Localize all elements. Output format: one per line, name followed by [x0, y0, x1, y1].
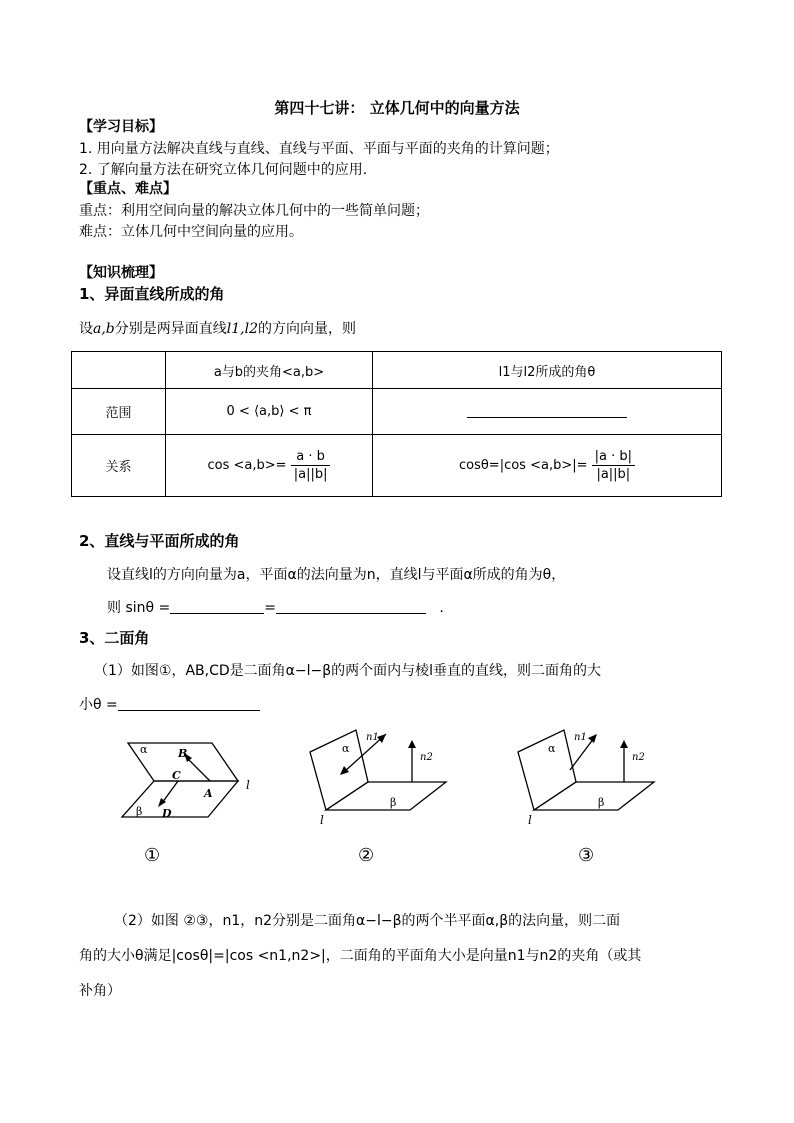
vector-ab: a,b	[93, 321, 115, 337]
arrow-head	[620, 740, 628, 748]
label-b: B	[178, 747, 188, 760]
label-l: l	[320, 813, 324, 827]
goal-item-2: 2. 了解向量方法在研究立体几何问题中的应用.	[79, 162, 368, 178]
figure-1	[110, 735, 260, 830]
section3-p1-cont: 小θ =	[79, 696, 260, 714]
key-difficulty: 难点：立体几何中空间向量的应用。	[79, 224, 303, 240]
sin-blank-2	[276, 599, 426, 614]
plane-alpha	[310, 730, 368, 810]
label-c: C	[172, 769, 181, 782]
table-row-relation: 关系	[72, 435, 166, 497]
label-l: l	[528, 813, 532, 827]
fraction: $\frac{|a \cdot b|}{|a||b|}$	[592, 448, 635, 483]
plane-alpha	[518, 730, 576, 810]
section3-heading: 3、二面角	[79, 629, 150, 647]
figure-2	[302, 712, 452, 827]
label-n1: n1	[366, 732, 379, 743]
table-row-range: 范围	[72, 389, 166, 435]
label-d: D	[162, 807, 172, 820]
label-beta: β	[598, 796, 605, 809]
section1-heading: 1、异面直线所成的角	[79, 285, 225, 303]
vector-cd-line	[162, 781, 178, 803]
plane-beta	[326, 782, 446, 810]
section3-p1: （1）如图①，AB,CD是二面角α−l−β的两个面内与棱l垂直的直线，则二面角的大	[94, 663, 602, 679]
page-title: 第四十七讲： 立体几何中的向量方法	[274, 99, 520, 117]
arrow-head	[588, 734, 597, 743]
caption-2: ②	[358, 845, 375, 866]
table-col2-header: l1与l2所成的角θ	[373, 352, 722, 389]
table-relation-left: cos <a,b>= $\frac{a \cdot b}{|a||b|}$	[166, 435, 373, 497]
table-col1-header: a与b的夹角<a,b>	[166, 352, 373, 389]
section3-p2-cont: 角的大小θ满足|cosθ|=|cos <n1,n2>|，二面角的平面角大小是向量n1与n2的夹角（或其	[79, 948, 642, 964]
dihedral-blank	[118, 696, 260, 711]
label-alpha: α	[342, 742, 350, 755]
section3-p2: （2）如图 ②③，n1，n2分别是二面角α−l−β的两个半平面α,β的法向量，则二面	[114, 913, 621, 929]
key-focus: 重点：利用空间向量的解决立体几何中的一些简单问题；	[79, 203, 429, 219]
section1-intro: 设a,b分别是两异面直线l1,l2的方向向量，则	[79, 321, 356, 337]
figure-3	[512, 712, 662, 827]
lines-l1-l2: l1,l2	[226, 321, 258, 337]
arrow-head	[340, 766, 349, 775]
label-a: A	[204, 787, 213, 800]
section2-line1: 设直线l的方向向量为a，平面α的法向量为n，直线l与平面α所成的角为θ，	[107, 567, 566, 583]
sin-blank-1	[170, 599, 264, 614]
label-n2: n2	[632, 752, 645, 763]
section3-p2-end: 补角）	[79, 983, 121, 999]
goals-heading: 【学习目标】	[79, 119, 163, 135]
label-n2: n2	[420, 752, 433, 763]
key-heading: 【重点、难点】	[79, 181, 177, 197]
arrow-head	[408, 740, 416, 748]
section2-line2: 则 sinθ = = .	[107, 600, 444, 616]
table-relation-right: cosθ=|cos <a,b>|= $\frac{|a \cdot b|}{|a||b|}$	[373, 435, 722, 497]
label-l: l	[246, 778, 250, 792]
label-beta: β	[136, 805, 143, 818]
label-alpha: α	[548, 742, 556, 755]
knowledge-heading: 【知识梳理】	[79, 265, 163, 281]
label-beta: β	[390, 796, 397, 809]
caption-3: ③	[578, 845, 595, 866]
vector-ab-line	[186, 757, 210, 781]
plane-beta	[534, 782, 654, 810]
range-blank	[467, 403, 627, 418]
label-alpha: α	[140, 743, 148, 756]
section2-heading: 2、直线与平面所成的角	[79, 532, 240, 550]
angle-table	[71, 351, 722, 497]
fraction: $\frac{a \cdot b}{|a||b|}$	[291, 448, 331, 483]
goal-item-1: 1. 用向量方法解决直线与直线、直线与平面、平面与平面的夹角的计算问题；	[79, 141, 559, 157]
table-range-value: 0 < ⟨a,b⟩ < π	[166, 389, 373, 435]
label-n1: n1	[574, 732, 587, 743]
caption-1: ①	[144, 845, 161, 866]
